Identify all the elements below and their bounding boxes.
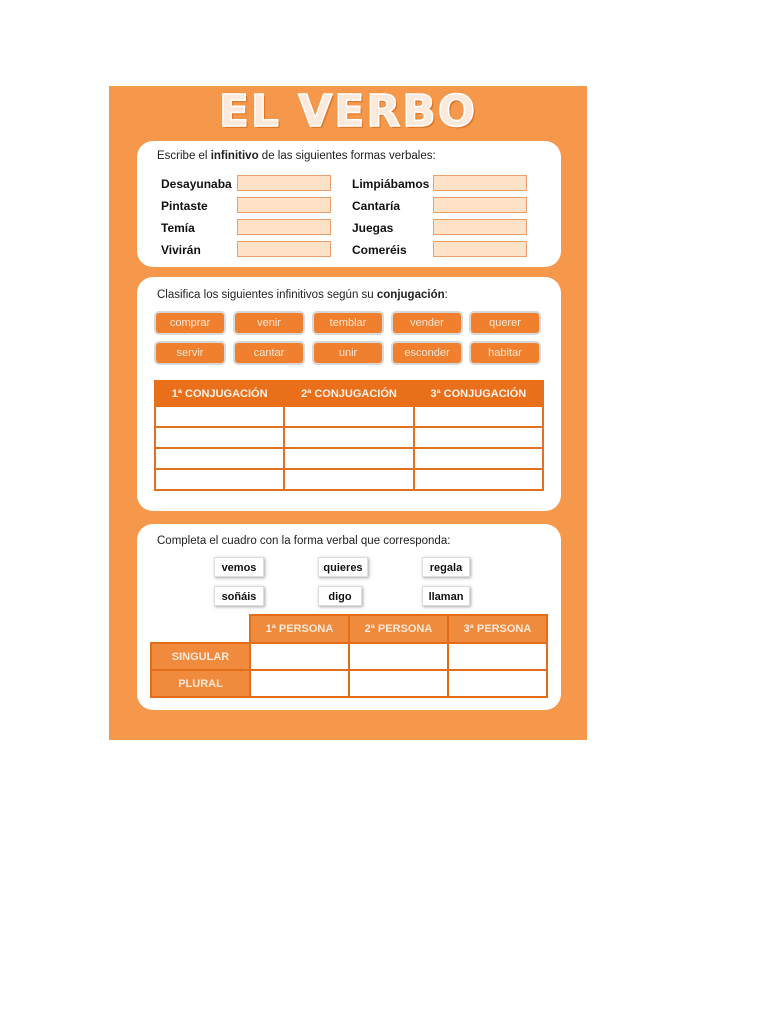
column-header: 2ª CONJUGACIÓN xyxy=(284,381,413,406)
row-header: PLURAL xyxy=(151,670,250,697)
verb-chip[interactable]: unir xyxy=(314,343,382,363)
verb-word-card[interactable]: regala xyxy=(422,557,470,577)
verb-label: Juegas xyxy=(352,221,394,235)
table-cell[interactable] xyxy=(250,670,349,697)
verb-chip[interactable]: comprar xyxy=(156,313,224,333)
column-header: 3ª CONJUGACIÓN xyxy=(414,381,543,406)
table-row xyxy=(155,427,543,448)
table-row xyxy=(155,448,543,469)
answer-field[interactable] xyxy=(237,197,331,213)
answer-field[interactable] xyxy=(433,197,527,213)
table-cell[interactable] xyxy=(349,643,448,670)
table-row xyxy=(155,406,543,427)
table-row xyxy=(155,469,543,490)
section3-instruction: Completa el cuadro con la forma verbal que corresponda: xyxy=(157,535,451,547)
conjugation-section xyxy=(137,277,561,511)
answer-field[interactable] xyxy=(237,219,331,235)
answer-field[interactable] xyxy=(237,241,331,257)
worksheet-title: EL VERBO xyxy=(218,86,478,137)
person-section xyxy=(137,524,561,710)
table-row xyxy=(151,643,547,670)
verb-label: Cantaría xyxy=(352,199,401,213)
verb-chip[interactable]: querer xyxy=(471,313,539,333)
verb-label: Comeréis xyxy=(352,243,407,257)
table-cell[interactable] xyxy=(448,643,547,670)
table-cell[interactable] xyxy=(414,406,543,427)
table-cell[interactable] xyxy=(155,406,284,427)
section2-instruction: Clasifica los siguientes infinitivos según su conjugación: xyxy=(157,289,448,301)
row-header: SINGULAR xyxy=(151,643,250,670)
table-cell[interactable] xyxy=(349,670,448,697)
table-header-row xyxy=(151,615,547,643)
table-header-row xyxy=(155,381,543,406)
table-row xyxy=(151,670,547,697)
person-table xyxy=(150,614,548,698)
table-cell[interactable] xyxy=(155,469,284,490)
verb-word-card[interactable]: vemos xyxy=(214,557,264,577)
infinitive-section xyxy=(137,141,561,267)
table-cell[interactable] xyxy=(414,469,543,490)
verb-word-card[interactable]: digo xyxy=(318,586,362,606)
verb-chip[interactable]: esconder xyxy=(393,343,461,363)
column-header: 1ª CONJUGACIÓN xyxy=(155,381,284,406)
table-cell[interactable] xyxy=(250,643,349,670)
verb-label: Desayunaba xyxy=(161,177,232,191)
table-cell[interactable] xyxy=(284,448,413,469)
table-cell[interactable] xyxy=(155,427,284,448)
section1-instruction: Escribe el infinitivo de las siguientes formas verbales: xyxy=(157,150,436,162)
worksheet xyxy=(109,86,587,740)
table-corner xyxy=(151,615,250,643)
verb-word-card[interactable]: soñáis xyxy=(214,586,264,606)
answer-field[interactable] xyxy=(433,241,527,257)
table-cell[interactable] xyxy=(155,448,284,469)
verb-label: Temía xyxy=(161,221,195,235)
verb-label: Vivirán xyxy=(161,243,201,257)
table-cell[interactable] xyxy=(284,427,413,448)
verb-chip[interactable]: vender xyxy=(393,313,461,333)
table-cell[interactable] xyxy=(284,469,413,490)
conjugation-table xyxy=(154,380,544,491)
answer-field[interactable] xyxy=(433,219,527,235)
verb-label: Limpiábamos xyxy=(352,177,430,191)
verb-chip[interactable]: servir xyxy=(156,343,224,363)
column-header: 1ª PERSONA xyxy=(250,615,349,643)
verb-label: Pintaste xyxy=(161,199,208,213)
table-cell[interactable] xyxy=(448,670,547,697)
answer-field[interactable] xyxy=(237,175,331,191)
table-cell[interactable] xyxy=(414,427,543,448)
column-header: 3ª PERSONA xyxy=(448,615,547,643)
verb-chip[interactable]: temblar xyxy=(314,313,382,333)
verb-chip[interactable]: habitar xyxy=(471,343,539,363)
verb-chip[interactable]: venir xyxy=(235,313,303,333)
table-cell[interactable] xyxy=(284,406,413,427)
answer-field[interactable] xyxy=(433,175,527,191)
verb-chip[interactable]: cantar xyxy=(235,343,303,363)
verb-word-card[interactable]: llaman xyxy=(422,586,470,606)
table-cell[interactable] xyxy=(414,448,543,469)
column-header: 2ª PERSONA xyxy=(349,615,448,643)
verb-word-card[interactable]: quieres xyxy=(318,557,368,577)
